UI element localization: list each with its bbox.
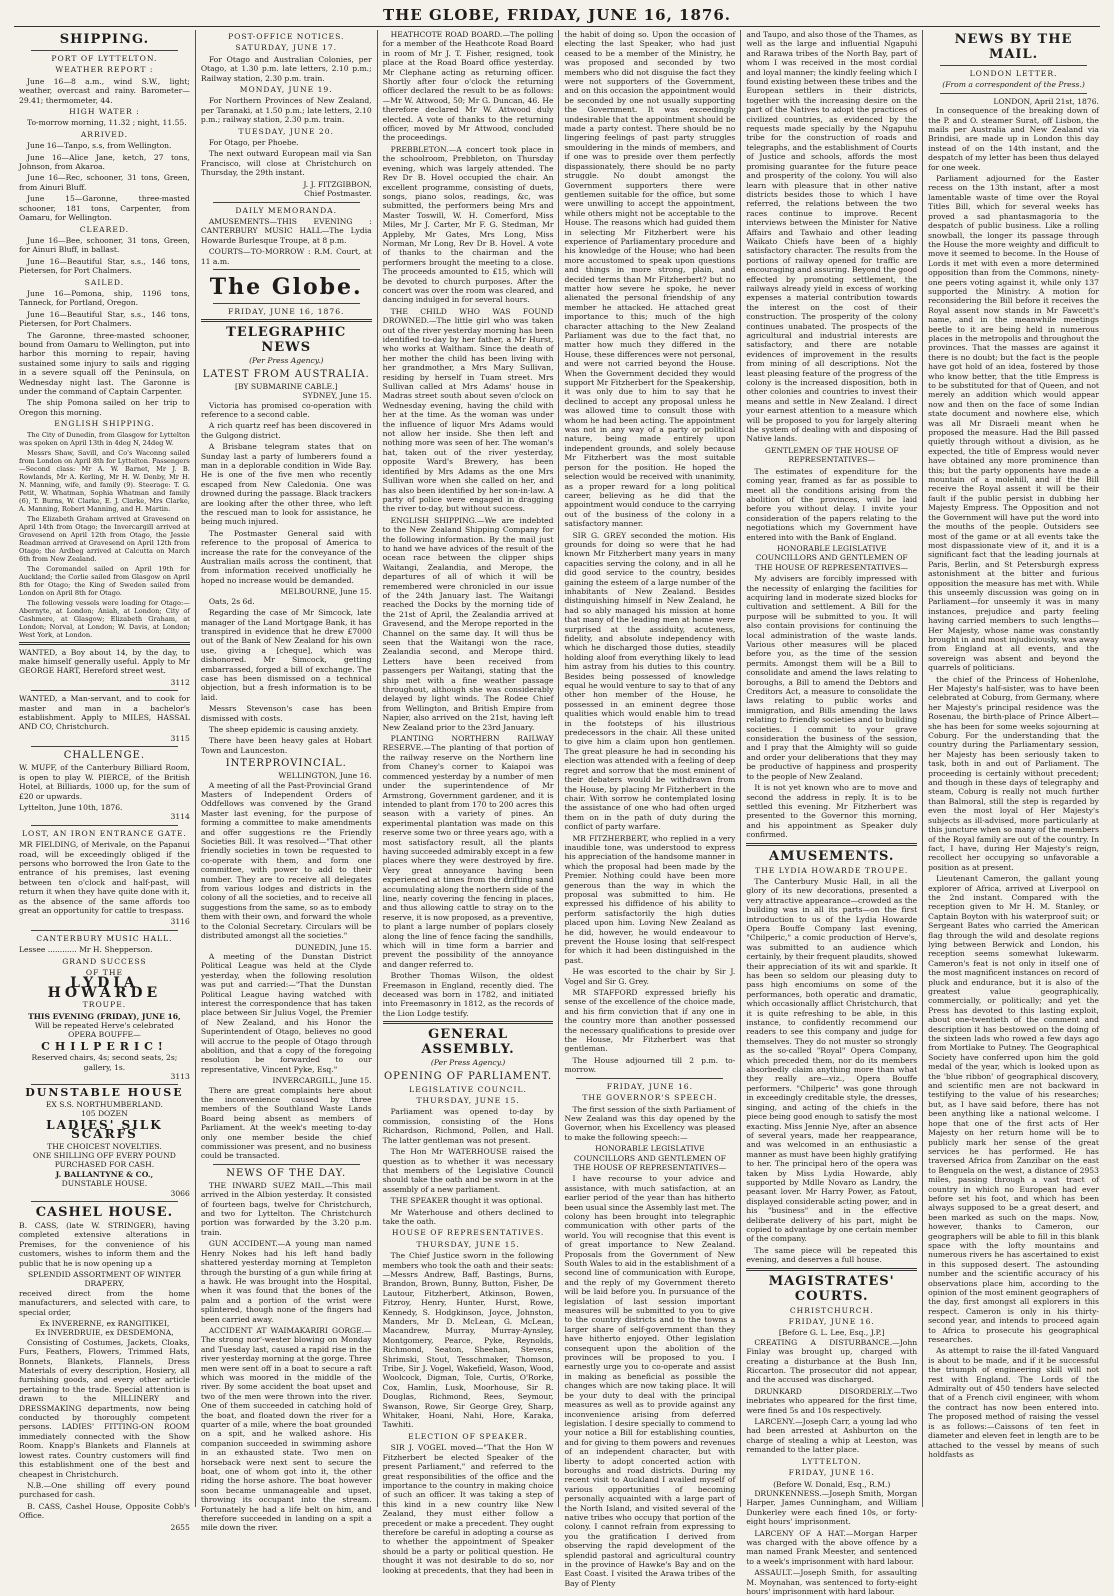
post-office-heading: POST-OFFICE NOTICES. <box>228 32 345 41</box>
lost-gate-text: MR FIELDING, of Merivale, on the Papanui road, will be exceedingly obliged if the persons who borrowed the Iron Gate to the entrance of his premises, last evening between ten o'clock and half-past, will return it when they have quite done with it, as the absence of the same affords too great an opportunity for cattle to trespass. <box>19 840 190 915</box>
will-be-repeated: Will be repeated Herve's celebrated <box>34 1021 174 1031</box>
english-shipping-heading: ENGLISH SHIPPING. <box>54 419 155 429</box>
news-item: PLANTING NORTHERN RAILWAY RESERVE.—The planting of that portion of the railway reserve on the Northern line from Chaney's corner to Kaiapoi was commenced yesterday by a number of men under the superintendence of Mr Armstrong, Government gardener, and it is intended to plant from 170 to 200 acres this season with a variety of pines. An experimental plantation was made on this reserve some two or three years ago, with a most satisfactory result, all the plants having succeeded admirably except in a few places where they were destroyed by fire. Very great annoyance having been experienced at times from the drifting sand accumulating along the northern side of the line, nearly covering the fencing in places, and thus allowing cattle to stray on to the reserve, it is now proposed, as a preventive, to plant a large number of poplars closely along the line of fence facing the sandhills, which will in time form a barrier and prevent the possibility of the annoyance and danger referred to. <box>382 734 554 969</box>
dateline: WELLINGTON, June 16. <box>278 771 372 781</box>
court-date: FRIDAY, JUNE 16. <box>788 1317 875 1326</box>
court-case: DRUNKARD DISORDERLY.—Two inebriates who appeared for the first time, were fined 5s and 10s respectively. <box>746 1386 918 1415</box>
proceedings-item: MR FITZHERBERT, who replied in a very inaudible tone, was understood to express his appreciation of the handsome manner in which the proposal had been made by the Premier. Nothing could have been more generous than the way in which the proposal was submitted to him. He expressed his diffidence of his ability to perform satisfactorily the high duties placed upon him. Loving New Zealand as he did, however, he would endeavour to prevent the House losing that self-respect for which it had been distinguished in the past. <box>564 833 736 965</box>
lost-gate-heading: LOST, AN IRON ENTRANCE GATE. <box>22 828 187 838</box>
english-shipping-item: The Coromandel sailed on April 19th for Auckland; the Corlie sailed from Glasgow on April 8th for Otago; the King of Sweden sailed from London on April 8th for Otago. <box>19 564 190 597</box>
challenge-text: W. MUFF, of the Canterbury Billiard Room, is open to play W. PIERCE, of the British Hotel, at Billiards, 1000 up, for the sum of £20 or upwards. <box>19 763 190 801</box>
court-date: FRIDAY, JUNE 16. <box>788 1468 875 1478</box>
news-item: GUN ACCIDENT.—A young man named Henry Nokes had his left hand badly shattered yesterday morning at Templeton through the bursting of a gun while firing at a hawk. He was brought into the Hospital, when it was found that the bones of the palm and a portion of the wrist were splintered, though none of the fingers had been carried away. <box>200 1239 372 1324</box>
dunstable-signature: DUNSTABLE HOUSE. <box>61 1179 148 1189</box>
speech-paragraph: The estimates of expenditure for the coming year, framed as far as possible to meet all the conditions arising from the abolition of the provinces, will be laid before you without delay. I invite your consideration of the papers relating to the negotiations which my Government have entered into with the Bank of England. <box>746 466 918 542</box>
news-item: THE INWARD SUEZ MAIL.—This mail arrived in the Albion yesterday. It consisted of fourteen bags, twelve for Christchurch, and two for Lyttelton. The Christchurch portion was forwarded by the 3.20 p.m. train. <box>200 1180 372 1237</box>
ad-number: 3112 <box>170 677 190 687</box>
dateline: LONDON, April 21st, 1876. <box>993 96 1099 106</box>
masthead-text: THE GLOBE, FRIDAY, JUNE 16, 1876. <box>382 6 732 24</box>
news-item: THE CHILD WHO WAS FOUND DROWNED.—The little girl who was taken out of the river yesterday morning has been identified to-day by her father, a Mr Hurst, who works at Waltham. Since the death of her mother the child has been living with her grandmother, a Mrs Mary Sullivan, residing by herself in Tuam street. Mrs Sullivan called at Mrs Adams' house in Madras street south about seven o'clock on Wednesday evening, having the child with her at the time. As the woman was under the influence of liquor Mrs Adams would not allow her inside. She then left and nothing more was seen of her. The woman's hat, taken out of the river yesterday, opposite Ward's Brewery, has been identified by Mrs Adams as the one Mrs Sullivan wore when she called on her, and has also been identified by her son-in-law. A party of police were engaged in dragging the river to-day, but without success. <box>382 306 554 514</box>
column-container <box>14 30 1104 1596</box>
lydia-howarde-banner: LYDIA HOWARDE <box>47 975 162 1001</box>
correspondent-note: (From a correspondent of the Press.) <box>942 80 1085 90</box>
wanted-manservant-ad: WANTED, a Man-servant, and to cook for master and man in a bachelor's establishment. Apply to MILES, HASSAL AND CO, Christchurch. <box>19 694 190 732</box>
dateline: SYDNEY, June 15. <box>302 391 372 401</box>
speech-address: HONORABLE LEGISLATIVE COUNCILLORS AND GENTLEMEN OF THE HOUSE OF REPRESENTATIVES— <box>573 1144 727 1172</box>
ex-ships-line: Ex INVERDRUIE, ex DESDEMONA, <box>35 1328 174 1338</box>
divider <box>201 319 372 322</box>
dateline: MELBOURNE, June 15. <box>280 587 372 597</box>
music-hall-lessee: Lessee ............ Mr H. Shepperson. <box>19 945 153 955</box>
divider <box>213 303 360 304</box>
speech-paragraph: My advisers are forcibly impressed with the necessity of enlarging the facilities for acquiring land in moderate sized blocks for cultivation and settlement. A Bill for the purpose will be submitted to you. It will also contain provisions for continuing the local administration of the waste lands. Various other measures will be placed before you, as the time of the session permits. Amongst them will be a Bill to consolidate and amend the laws relating to boroughs, a Bill to amend the Debtors and Creditors Act, a measure to consolidate the laws relating to public works and immigration, and Bills amending the laws relating to friendly societies and to building societies. I commit to your grave consideration the business of the session, and I pray that the Almighty will so guide and order your deliberations that they may be productive of happiness and prosperity to the people of New Zealand. <box>746 574 918 781</box>
cable-label: [BY SUBMARINE CABLE.] <box>235 381 338 391</box>
divider <box>31 746 178 747</box>
dunstable-house-heading: DUNSTABLE HOUSE <box>25 1086 184 1100</box>
general-assembly-heading: GENERAL ASSEMBLY. <box>421 1027 515 1058</box>
sailed-heading: SAILED. <box>84 277 125 287</box>
press-agency: (Per Press Agency.) <box>430 1058 506 1068</box>
high-water-text: To-morrow morning, 11.32 ; night, 11.55. <box>27 118 187 128</box>
divider <box>940 65 1087 66</box>
weather-heading: WEATHER REPORT : <box>55 65 154 75</box>
divider <box>31 1201 178 1202</box>
court-case: LARCENY.—Joseph Carr, a young lad who had been arrested at Ashburton on the charge of stealing a whip at Leeston, was remanded to the latter place. <box>746 1417 918 1455</box>
legislative-council-heading: LEGISLATIVE COUNCIL. <box>409 1084 527 1094</box>
divider <box>213 269 360 270</box>
of-the: OF THE <box>85 968 123 977</box>
arrived-entry: June 16—Rec, schooner, 31 tons, Green, from Ainuri Bluff. <box>19 173 190 192</box>
english-shipping-item: The City of Dunedin, from Glasgow for Lyttelton was spoken on April 13th in 4deg N, 24deg W. <box>19 430 190 447</box>
post-day: TUESDAY, JUNE 20. <box>238 126 334 136</box>
music-hall-heading: CANTERBURY MUSIC HALL. <box>36 933 173 943</box>
challenge-signature: Lyttelton, June 10th, 1876. <box>19 802 123 812</box>
cashel-received: received direct from the home manufacturers, and selected with care, to special order, <box>19 1288 190 1317</box>
ad-number: 3114 <box>170 812 190 822</box>
news-item: There have been heavy gales at Hobart Town and Launceston. <box>200 736 372 755</box>
session-date: THURSDAY, JUNE 15. <box>416 1239 520 1249</box>
issue-date: FRIDAY, JUNE 16, 1876. <box>228 306 345 316</box>
choicest-novelties: THE CHOICEST NOVELTIES. <box>47 1141 162 1151</box>
interprovincial-heading: INTERPROVINCIAL. <box>225 758 347 770</box>
news-item: Oats, 2s 6d. <box>208 596 255 606</box>
weather-text: June 16—8 a.m., wind S.W., light; weather, overcast and rainy. Barometer—29.41; thermometer, 44. <box>19 76 190 105</box>
shipping-title: SHIPPING. <box>59 32 150 47</box>
high-water-heading: HIGH WATER : <box>69 107 140 117</box>
election-speaker-heading: ELECTION OF SPEAKER. <box>408 1431 529 1441</box>
this-evening: THIS EVENING (FRIDAY), JUNE 16, <box>28 1011 181 1021</box>
memoranda-heading: DAILY MEMORANDA. <box>235 205 338 215</box>
proceedings-item: The House adjourned till 2 p.m. to-morrow. <box>564 1055 736 1075</box>
post-day: SATURDAY, JUNE 17. <box>235 43 338 53</box>
post-day: MONDAY, JUNE 19. <box>239 85 333 95</box>
proceedings-item: He was escorted to the chair by Sir J. Vogel and Sir G. Grey. <box>564 967 736 986</box>
governors-speech-heading: THE GOVERNOR'S SPEECH. <box>582 1093 718 1103</box>
news-item: The sheep epidemic is causing anxiety. <box>208 724 359 734</box>
post-notice: For Northern Provinces of New Zealand, per Taranaki, at 1.50 p.m.; late letters, 2.10 p.m.; railway station, 2.30 p.m. train. <box>200 96 372 125</box>
news-item: A Brisbane telegram states that on Sunday last a party of lumberers found a man in a deplorable condition in Wide Bay. He is one of the five men who recently escaped from New Caledonia. One was drowned during the passage. Black trackers are looking after the other three, who left the rescued man to look for assistance, he being much injured. <box>200 442 372 527</box>
column-6 <box>923 30 1104 1507</box>
english-shipping-item: Messrs Shaw, Savill, and Co's Waconng sailed from London on April 8th for Lyttelton. Passengers—Second class: Mr A. W. Barnet, Mr J. B. Rowlands, Mr A. Kerling, Mr H. W. Denby, Mr H. N. Manning, wife, and family (9). Steerage: T. G. Petit, W. Whatman, Sophia Whatman and family (6), T. Burns, W. Clarke, E. J. Clarke, Mrs Clarke, A. Manning, Robert Manning, and H. Martin. <box>19 448 190 513</box>
newspaper-title: The Globe. <box>209 273 363 300</box>
speech-paragraph: I have recourse to your advice and assistance, with much satisfaction, at an earlier period of the year than has hitherto been usual since the Assembly last met. The colony has been brought into telegraphic communication with other parts of the world. You will recognise that this event is of great importance to New Zealand. Proposals from the Government of New South Wales to aid in the establishment of a second line of communication with Europe, and the reply of my Government thereto will be laid before you. In pursuance of the legislation of last session important measures will be submitted to you to give to the country districts and to the towns a larger share of self-government than they have hitherto enjoyed. Other legislation consequent upon the abolition of the provinces will be proposed to you. I earnestly urge you to co-operate and assist in making as beneficial as possible the changes which are now taking place. It will be your duty to deal with the principal measures as well as to provide against any inconvenience arising from deferred legislation. I desire specially to commend to your notice a Bill for establishing counties, and for giving to them powers and revenues of an independent character, but with liberty to adopt concerted action with boroughs and road districts. During my recent visit to Auckland I availed myself of various opportunities of becoming personally acquainted with a large part of the North Island, and visited several of the native tribes who occupy that portion of the colony. I cannot refrain from expressing to you the gratification I derived from observing the rapid development of the splendid pastoral and agricultural country in the province of Hawke's Bay and on the East Coast. I visited the Arawa tribes of the Bay of Plenty <box>564 1174 736 1588</box>
court-bench: (Before W. Donald, Esq., R.M.) <box>773 1479 891 1489</box>
magistrates-courts-heading: MAGISTRATES' COURTS. <box>768 1273 895 1304</box>
reserved-prices: Reserved chairs, 4s; second seats, 2s; gallery, 1s. <box>31 1053 178 1072</box>
dateline: DUNEDIN, June 15. <box>295 942 372 952</box>
column-5 <box>741 30 923 1596</box>
cashel-signature: B. CASS, Cashel House, Opposite Cobb's Office. <box>19 1501 190 1521</box>
review-paragraph: The same piece will be repeated this evening, and deserves a full house. <box>746 1245 918 1265</box>
court-case: LARCENY OF A HAT.—Morgan Harper was charged with the above offence by a man named Frank Meester, and sentenced to a week's imprisonment with hard labour. <box>746 1528 918 1566</box>
divider <box>31 930 178 931</box>
cashel-details: Consisting of Costumes, Jackets, Cloaks, Furs, Feathers, Flowers, Trimmed Hats, Bonnets, Blankets, Flannels, Dress Materials of every description, Hosiery, all furnishing goods, and every other article pertaining to the trade. Special attention is drawn to the MILLINERY and DRESSMAKING departments, now being conducted by thoroughly competent persons. LADIES' FITTING-ON ROOM immediately connected with the Show Room. Knapp's Blankets and Flannels at lowest rates. Country customers will find this establishment one of the best and cheapest in Christchurch. <box>19 1337 190 1479</box>
ex-ships-line: Ex INVERERNE, ex RANGITIKEI, <box>39 1319 170 1328</box>
proceedings-item: SIR G. GREY seconded the motion. His grounds for doing so were that he had known Mr Fitzherbert many years in many capacities serving the colony, and in all he did good service to the country, besides gaining the esteem of a large number of the inhabitants of New Zealand. Besides distinguishing himself in New Zealand, he had so ably managed his mission at home that many of the leading men at home were surprised at the assiduity, acuteness, fidelity, and absolute independency with which he discharged those duties, steadily holding aloof from everything likely to lead him astray from his duties to this country. Besides being possessed of knowledge equal he would venture to say to that of any other hon member of the House, he possessed in an eminent degree those qualities which would enable him to tread in the footsteps of his illustrious predecessors in the chair. All these united to give him a claim upon hon gentlemen. The great pleasure he had in seconding his election was attended with a feeling of deep regret and sorrow that the most eminent of their debaters would be withdrawn from the House, by placing Mr Fitzherbert in the chair. With sorrow he contemplated losing the assistance of one who had often urged them on in the path of duty during the conflict of party warfare. <box>564 530 736 832</box>
proceedings-item: MR STAFFORD expressed briefly his sense of the excellence of the choice made, and his firm conviction that if any one in the country more than another possessed the necessary qualifications to preside over the House, Mr Fitzherbert was that gentleman. <box>564 988 736 1054</box>
letter-paragraph: the chief of the Princess of Hohenlohe, Her Majesty's half-sister, was to have been celebrated at Coburg, from Germany, where her Majesty's principal residence was the Rosenau, the birth-place of Prince Albert—she has been for some weeks sojourning at Coburg. For the understanding that the country during the Parliamentary session, her Majesty has been seriously taken to task, both in and out of Parliament. The proceeding is certainly without precedent; and though in these days of telegraphy and steam, Coburg is really not much further than Balmoral, still the step is regarded by even the most loyal of Her Majesty's subjects as ill-advised, more particularly at this juncture when so many of the members of the Royal family are out of the country. In fact, I have, during Her Majesty's reign, recollect her occupying so unfavorable a position as at present. <box>928 674 1099 872</box>
speech-paragraph: and Taupo, and also those of the Thames, as well as the large and influential Ngapuhi and Rarawa tribes of the North Bay, part of whom I was received in the most cordial and loyal manner; the kindly feeling which I found existing between these tribes and the European settlers in their districts, together with the increasing desire on the part of the Natives to adopt the practices of civilized countries, as evidenced by the requests made specially by the Ngapuhu tribe for the construction of roads and telegraphs, and the establishment of Courts of Justice and schools, affords the most promising guarantee for the future peace and prosperity of the colony. You will also learn with pleasure that in other native districts besides those to which I have referred, the relations between the two races continue to improve. Recent interviews between the Minister for Native Affairs and Tawhaio and other leading Waikato Chiefs have been of a highly satisfactory character. The results from the portions of railway opened for traffic are encouraging and assuring. Beyond the good effected by promoting settlement, the railways already yield in excess of working expenses a material contribution towards the interest on the cost of their construction. The prosperity of the colony continues unabated. The prospects of the agricultural and industrial interests are satisfactory, and there are notable evidences of improvement in the results from mining of all descriptions. Not the least pleasing feature of the progress of the colony is the increased disposition, both in other colonies and countries to invest their means and settle in New Zealand. I direct your earnest attention to a measure which will be proposed to you for largely altering the system of dealing with and disposing of Native lands. <box>746 30 918 444</box>
proceedings-item: THE SPEAKER thought it was optional. <box>390 1196 543 1206</box>
column-3 <box>378 30 560 1575</box>
cashel-house-heading: CASHEL HOUSE. <box>35 1204 174 1220</box>
ad-number: 3115 <box>170 733 190 743</box>
column-2 <box>196 30 378 1533</box>
page-masthead <box>14 6 1100 27</box>
divider <box>31 50 178 51</box>
news-item: There are great complaints here about the inconvenience caused by three members of the Southland Waste Lands Board being absent as members of Parliament. At the week's meeting to-day only one member beside the chief commissioner was present, and no business could be transacted. <box>200 1085 372 1161</box>
news-item: A meeting of the Dunstan District Political League was held at the Clyde yesterday, when the following resolution was put and carried:—"That the Dunstan Political League having watched with interest the correspondence that has taken place between Sir Julius Vogel, the Premier of New Zealand, and his Honor the Superintendent of Otago, believes no good will accrue to the people of Otago through abolition, and that a copy of the foregoing resolution be forwarded to our representative, Vincent Pyke, Esq." <box>200 951 372 1074</box>
news-item: Messrs Stevenson's case has been dismissed with costs. <box>200 704 372 723</box>
amusements-heading: AMUSEMENTS. <box>769 848 895 864</box>
english-shipping-item: The following vessels were loading for Otago:—Abernyte, at London; Aniah, at London; City of Cashmere, at Glasgow; Elizabeth Graham, at London; Norval, at London; W. Davis, at London; West York, at London. <box>19 598 190 639</box>
court-bench: [Before G. L. Lee, Esq., J.P.] <box>778 1328 885 1338</box>
memo-amusements: AMUSEMENTS—THIS EVENING : CANTERBURY MUSIC HALL—The Lydia Howarde Burlesque Troupe, at 8 p.m. <box>200 216 372 245</box>
splendid-assortment: SPLENDID ASSORTMENT OF WINTER DRAPERY, <box>27 1269 181 1289</box>
court-case: CREATING A DISTURBANCE.—John Finlay was brought up, charged with creating a disturbance at the Bush Inn, Riccarton. The prosecutor did not appear, and the accused was discharged. <box>746 1337 918 1385</box>
dozen-count: 105 DOZEN <box>81 1109 128 1119</box>
news-item: Brother Thomas Wilson, the oldest Freemason in England, recently died. The deceased was born in 1782, and initiated into Freemasonry in 1812, as the records of the Lion Lodge testify. <box>382 971 554 1018</box>
arrived-heading: ARRIVED. <box>80 129 128 139</box>
pomona-paragraph: The ship Pomona sailed on her trip to Oregon this morning. <box>19 398 190 417</box>
press-agency: (Per Press Agency.) <box>249 356 324 366</box>
ad-number: 2655 <box>170 1522 190 1532</box>
lydia-troupe-heading: THE LYDIA HOWARDE TROUPE. <box>755 865 909 875</box>
ad-number: 3066 <box>170 1188 190 1198</box>
news-item: Victoria has promised co-operation with reference to a second cable. <box>200 400 372 419</box>
court-location: CHRISTCHURCH. <box>789 1305 874 1315</box>
telegraphic-news-heading: TELEGRAPHIC NEWS <box>226 325 347 356</box>
silk-scarfs: LADIES' SILK SCARFS <box>46 1117 163 1142</box>
divider <box>746 843 917 846</box>
london-letter-heading: LONDON LETTER. <box>969 69 1058 78</box>
ad-number: 3113 <box>170 1072 190 1082</box>
news-by-mail-heading: NEWS BY THE MAIL. <box>954 32 1073 62</box>
wanted-boy-ad: WANTED, a Boy about 14, by the day, to make himself generally useful. Apply to Mr GEORGE HART, Hereford street west. <box>19 647 190 676</box>
court-case: DRUNKENNESS.—Joseph Smith, Morgan Harper, James Cunningham, and William Dunkerley were each fined 10s, or forty-eight hours' imprisonment. <box>746 1488 918 1527</box>
column-4 <box>559 30 741 1588</box>
proceedings-item: Parliament was opened to-day by commission, consisting of the Hons Richardson, Richmond, Pollen, and Hall. The latter gentleman was not present. <box>382 1107 554 1145</box>
proceedings-item: Mr Waterhouse and others declined to take the oath. <box>382 1207 554 1226</box>
cleared-heading: CLEARED. <box>79 224 130 234</box>
arrived-entry: June 15—Garonne, three-masted schooner, 181 tons, Carpenter, from Oamaru, for Wellington. <box>19 194 190 223</box>
news-item: HEATHCOTE ROAD BOARD.—The polling for a member of the Heathcote Road Board in room of Mr J. T. Fisher, resigned, took place at the Road Board office yesterday. Mr Clephane acting as returning officer. Shortly after four o'clock the returning officer declared the result to be as follows:—Mr W. Attwood, 50; Mr G. Duncan, 46. He therefore declared Mr W. Attwood duly elected. A vote of thanks to the returning officer, moved by Mr Attwood, concluded the proceedings. <box>382 30 554 143</box>
divider <box>31 690 178 691</box>
shilling-off: ONE SHILLING OFF EVERY POUND PURCHASED FOR CASH. <box>32 1150 176 1170</box>
divider <box>213 1164 360 1165</box>
divider <box>940 93 1087 94</box>
cleared-entry: June 16—Beautiful Star, s.s., 146 tons, Pietersen, for Port Chalmers. <box>19 256 190 276</box>
latest-australia-heading: LATEST FROM AUSTRALIA. <box>202 368 370 380</box>
letter-paragraph: As attempt to raise the ill-fated Vanguard is about to be made, and if it be successful the triumph of engineering skill will not rest with England. The Lords of the Admiralty out of 450 tenders have selected that of a French civil engineer, with whom the contract has now been entered into. The proposed method of raising the vessel is as follows:—Caissons of ten feet in diameter and eleven feet in length are to be attached to the vessel by means of such holdfasts as <box>928 1346 1099 1459</box>
proceedings-item: the habit of doing so. Upon the occasion of electing the last Speaker, who had just ceased to be a member of the Ministry, he was proposed and seconded by two members who did not disguise the fact they were not supporters of the Government, and on this occasion the appointment would be seconded by one not usually supporting the Government. It was exceedingly undesirable that the appointment should be made a party contest. There should be no lingering feelings of past party struggles smouldering in the minds of members, and if one was to preside over them perfectly dispassionately, there should be no party struggle. No doubt amongst the Government supporters there were gentlemen suitable for the office, but some were unwilling to accept the appointment, while others might not be acceptable to the House. The reasons which had guided them in selecting Mr Fitzherbert were his experience of Parliamentary procedure and his knowledge of the House; who had been more accustomed to speak upon questions and things in more strong, plain, and decided terms than Mr Fitzherbert? but no matter how severe he spoke, he never alienated the personal friendship of any member he attacked. He attached great importance to this; much of the high character attaching to the New Zealand Parliament was due to the fact that, no matter how much they differed in the House, these differences were not personal, and were not carried beyond the House. When the Government decided they would support Mr Fitzherbert for the Speakership, it was only due to him to say that he declined to accept any proposal unless he was allowed time to consult those with whom he had been acting. The appointment was not in any way of a party or political nature, being made entirely upon independent grounds, and solely because Mr Fitzherbert was the most suitable person for the position. He hoped the selection would be received with unanimity, as a proper reward for a long political career, believing as he did that the appointment would conduce to the carrying out of the business of the colony in a satisfactory manner. <box>564 30 736 529</box>
divider <box>576 1078 723 1079</box>
letter-paragraph: In consequence of the breaking down of the P. and O. steamer Surat, off Lisbon, the mails per Australia and New Zealand via Brindisi, are made up in London this day instead of on the 14th instant, and the despatch of my letter has been thus delayed for one week. <box>928 106 1099 172</box>
opening-parliament-heading: OPENING OF PARLIAMENT. <box>383 1070 553 1082</box>
cashel-nb: N.B.—One shilling off every pound purchased for cash. <box>19 1480 190 1500</box>
memo-courts: COURTS—TO-MORROW : R.M. Court, at 11 a.m. <box>200 247 372 266</box>
news-item: A meeting of all the Past-Provincial Grand Masters of Independent Orders of Oddfellows was convened by the Grand Master last evening, for the purpose of forming a committee to make amendments and offer suggestions re the Friendly Societies Bill. It was resolved—"That other friendly societies in town be requested to co-operate with them, and form one committee, with power to add to their number. They are to receive all delegates from various lodges and districts in the colony of all the societies, and to receive all suggestions from the same, so as to embody them with their own, and forward the whole to the Colonial Secretary. Circulars will be distributed amongst all the societies." <box>200 780 372 941</box>
grand-success: GRAND SUCCESS <box>62 956 147 966</box>
cashel-intro: B. CASS, (late W. STRINGER), having completed extensive alterations in Premises, for the convenience of his customers, wishes to inform them and the public that he is now opening up a <box>19 1220 190 1268</box>
session-date: FRIDAY, JUNE 16. <box>606 1081 694 1091</box>
arrived-entry: June 16—Tanpo, s.s, from Wellington. <box>27 141 172 151</box>
speech-address: GENTLEMEN OF THE HOUSE OF REPRESENTATIVES— <box>764 445 899 465</box>
opera-bouffe: OPERA BOUFFE— <box>68 1030 141 1040</box>
divider <box>19 642 190 645</box>
sailed-entry: June 16—Beautiful Star, s.s., 146 tons, Pietersen, for Port Chalmers. <box>19 309 190 329</box>
letter-paragraph: Lieutenant Cameron, the gallant young explorer of Africa, arrived at Liverpool on the 2nd instant. Compared with the reception given to Mr H. M. Stanley, or Captain Boyton with his waterproof suit; or Sergeant Bates who carried the American flag through the wild and desolate regions lying between Berwick and London, his reception seems somewhat lukewarm. Cameron's feat is not only in itself one of the most magnificent instances on record of pluck and endurance, but it is also of the greatest value geographically, commercially, or politically; and yet the Press has devoted to this lasting exploit, about one-twentieth of the comment and description it has bestowed on the doing of the sixteen lads who rowed a few days ago from Mortlake to Putney. The Geographical Society have conferred upon him the gold medal of the year, which is looked upon as the 'blue ribbon' of geographical discovery, and scientific men are not backward in testifying to the value of his researches; but, as I have said before, there has not been anything like a national welcome. I hope that one of the first acts of Her Majesty on her return home will be to publicly mark her sense of the great services he has performed. He has traversed Africa from Zanzibar on the east to Benguela on the west, a distance of 2953 miles, passing through a vast tract of country in which no European had ever before set his foot, and which has been always supposed to be a great desert, and been marked as such on the maps. Now, however, thanks to Cameron, our geographers will be able to fill in this blank space with the lofty mountains and numerous rivers he has ascertained to exist in this supposed desert. The astounding number and the scientific accuracy of his observations place him, according to the opinion of the most eminent geographers of the day, first amongst all explorers in this respect. Cameron is only in his thirty-second year, and intends to proceed again to Africa to prosecute his geographical researches. <box>928 874 1099 1345</box>
news-of-the-day-heading: NEWS OF THE DAY. <box>226 1167 347 1179</box>
speech-paragraph: The first session of the sixth Parliament of New Zealand was this day opened by the Governor, when his Excellency was pleased to make the following speech:— <box>564 1104 736 1142</box>
port-title: PORT OF LYTTELTON. <box>51 54 158 63</box>
proceedings-item: The Chief Justice sworn in the following members who took the oath and their seats:—Messrs Andrew, Baff, Bastings, Burns, Brandon, Brown, Bunny, Button, Fisher, De Lautour, Fitzherbert, Atkinson, Bowen, Fitzroy, Henry, Hunter, Hurst, Rowe, Kennedy, S. Hodgkinson, Joyce, Johnston, Manders, Mr D. McLean, G. McLean, Macandrew, Murray, Murray-Aynsley, Montgomery, Pearce, Pyke, Reynolds, Richmond, Seaton, Sheehan, Stevens, Shrimski, Stout, Tesschmaker, Thomson, Tribe, Sir J. Vogel, Wakefield, Wason, Wood, Woolcock, Digman, Tole, Curtis, O'Rorke, Cox, Hamlin, Lusk, Moorhouse, Sir R. Douglas, Richmond, Rees, Seymour, Swanson, Rowe, Sir George Grey, Sharp, Whitaker, Hoani, Nahi, Hore, Karaka, Tawhiti. <box>382 1251 554 1430</box>
dateline: INVERCARGILL, June 15. <box>272 1076 372 1086</box>
ad-number: 3116 <box>170 917 190 927</box>
challenge-heading: CHALLENGE. <box>63 750 146 762</box>
troupe-label: TROUPE. <box>82 1000 127 1010</box>
news-item: The Postmaster General said with reference to the proposal of America to increase the rate for the conveyance of the Australian mails across the continent, that from information received unofficially he hoped no increase would be demanded. <box>200 528 372 585</box>
proceedings-item: SIR J. VOGEL moved—"That the Hon W Fitzherbert be elected Speaker of the present Parliament," and referred to the great responsibilities of the office and the importance to the country in making choice of such an officer. It was taking a step of this kind in a new country like New Zealand, they must either follow a precedent or make a precedent. They ought therefore be careful in adopting a course as to whether the appointment of Speaker should be a party or political question. He thought it was not desirable to do so, nor looking at precedents, that they had been in <box>382 1443 554 1575</box>
letter-paragraph: Parliament adjourned for the Easter recess on the 13th instant, after a most lamentable waste of time over the Royal Titles Bill, which for several weeks has proved a sad phantasmagoria to the despatch of public business. Like a rolling snowball, the longer its passage through the House the more weighty and difficult to move it seemed to become. In the House of Lords it met with even a more determined opposition than from the Commons, ninety-one peers voting against it, while only 137 supported the Ministry. A motion for reconsidering the Bill before it receives the Royal assent now stands in Mr Fawcett's name, and in the meanwhile meetings beetle to it are being held in numerous places in the metropolis and throughout the provinces. That the masses are against it there is no doubt; but the fact is the people have got hold of an idea, fostered by those who know better, that the title Empress is to be substituted for that of Queen, and not merely an addition which would appear now and then on the face of some Indian state document and nowhere else, which was all Mr Disraeli meant when he proposed the measure. Had the Bill passed quietly through without a division, as he expected, the title of Empress would never have obtained any more prominence than this; but the party opponents have made a mountain of a molehill, and if the Bill receive the Royal assent it will be their fault if the public persist in dubbing her Majesty Empress. The Opposition and not the Government will have put the word into the mouths of the people. Outsiders see most of the game or at all events take the most dispassionate view of it, and it is a significant fact that the leading journals at Paris, Berlin, and St Petersburgh express astonishment at the bitter and furious opposition the measure has met with. While this unseemly discussion was going on in Parliament—for unseemly it was in many instances, prejudice and party feeling having carried members to such lengths—Her Majesty, whose name was constantly brought in and most injudiciously, was away from England at all events, and the sovereign was absent and beyond the quarrels of politicians. <box>928 174 1099 673</box>
divider <box>31 825 178 826</box>
session-date: THURSDAY, JUNE 15. <box>416 1096 520 1106</box>
court-case: ASSAULT.—Joseph Smith, for assaulting M. Moynahan, was sentenced to forty-eight hours' imprisonment with hard labour. <box>746 1568 918 1596</box>
sailed-entry: June 16—Pomona, ship, 1196 tons, Tanneck, for Portland, Oregon. <box>19 288 190 308</box>
english-shipping-item: The Elizabeth Graham arrived at Gravesend on April 14th from Otago; the Invercargill arrived at Gravesend on April 12th from Otago, the Jessie Readman arrived at Gravesend on April 12th from Otago; the Ardbeg arrived at Calcutta on March 6th from New Zealand. <box>19 514 190 563</box>
garonne-paragraph: The Garonne, three-masted schooner, bound from Oamaru to Wellington, put into harbor this morning to repair, having sustained some injury to sails and rigging in a severe squall off the Peninsula, on Wednesday night last. The Garonne is under the command of Captain Carpenter. <box>19 330 190 396</box>
ex-ss-northumberland: EX S.S. NORTHUMBERLAND. <box>45 1099 163 1109</box>
divider <box>213 202 360 203</box>
divider <box>746 1268 917 1271</box>
news-item: ENGLISH SHIPPING.—We are indebted to the New Zealand Shipping Company for the following information. By the mail just to hand we have advices of the result of the ocean race between the clipper ships Waitangi, Zealandia, and Merope, the departures of all of which it will be remembered were chronicled in our issue of the 24th January last. The Waitangi reached the Docks by the morning tide of the 21st of April, the Zealandia arrived at Gravesend, and the Merope reported in the Channel on the same day. It will thus be seen that the Waitangi won the race, Zealandia second, and Merope third. Letters have been received from passengers per Waitangi, stating that the ship met with a fine weather passage throughout, although she was considerably delayed by light winds. The Rodee Chief from Wellington, and British Empire from Napier, also arrived on the 21st, having left New Zealand prior to the 23rd January. <box>382 515 554 732</box>
speech-address: HONORABLE LEGISLATIVE COUNCILLORS AND GENTLEMEN OF THE HOUSE OF REPRESENTATIVES— <box>755 543 909 572</box>
arrived-entry: June 16—Alice Jane, ketch, 27 tons, Johnson, from Akaroa. <box>19 152 190 172</box>
postmaster-title: Chief Postmaster. <box>304 189 372 199</box>
news-item: Regarding the case of Mr Simcock, late manager of the Land Mortgage Bank, it has transpired in evidence that he drew £7000 out of the Bank of New Zealand for his own use, giving a [cheque], which was dishonored. Mr Simcock, getting embarrassed, forged a bill of exchange. The case has been dismissed on a technical objection, but a fresh information is to be laid. <box>200 608 372 702</box>
news-item: A rich quartz reef has been discovered in the Gulgong district. <box>200 421 372 440</box>
news-item: PREBBLETON.—A concert took place in the schoolroom, Prebbleton, on Thursday evening, which was largely attended. The Rev Dr B. Hovel occupied the chair. An excellent programme, consisting of duets, songs, piano solos, readings, &c, was submitted, the performers being Mrs and Master Toswill, W. H. Comerford, Miss Miles, Mr J. Carter, Mr F. G. Stedman, Mr Appleby, Mr Gates, Mrs Long, Miss Norman, Mr Long, Rev Dr B. Hovel. A vote of thanks to the chairman and the performers brought the meeting to a close. The proceeds amounted to £15, which will be devoted to church purposes. After the concert was over the room was cleared, and dancing indulged in for several hours. <box>382 144 554 305</box>
news-item: It is not yet known who are to move and second the address in reply. It is to be settled this evening. Mr Fitzherbert was presented to the Governor this morning, and his appointment as Speaker duly confirmed. <box>746 783 918 840</box>
cleared-entry: June 16—Bee, schooner, 31 tons, Green, for Ainuri Bluff, in ballast. <box>19 235 190 255</box>
post-notice: For Otago, per Phoebe. <box>208 138 299 148</box>
house-of-reps-heading: HOUSE OF REPRESENTATIVES. <box>391 1228 545 1238</box>
court-location: LYTTELTON. <box>801 1456 862 1466</box>
news-item: ACCIDENT AT WAIMAKARIRI GORGE.—The strong nor'-wester blowing on Monday and Tuesday last, caused a rapid rise in the river yesterday morning at the gorge. Three men were sent off in a boat to secure a raft which was moored in the middle of the river. By some accident the boat upset and two of the men were thrown into the river. One of them succeeded in catching hold of the boat, and floated down the river for a quarter of a mile, where the boat grounded on a spit, and he walked ashore. His companion succeeded in swimming ashore in an exhausted state. Two men on horseback were next sent to secure the boat, one of whom got into it, the other riding the horse ashore. The boat however soon became unmanageable and upset, throwing its occupant into the stream. Fortunately he had a life belt on him, and therefore succeeded in landing on a spit a mile down the river. <box>200 1325 372 1533</box>
ballantyne-name: J. BALLANTYNE & CO., <box>55 1169 154 1179</box>
post-mail-notice: The next outward European mail via San Francisco, will close at Christchurch on Thursday, the 29th instant. <box>200 149 372 178</box>
divider <box>31 1084 178 1085</box>
chilperic-title: CHILPERIC! <box>41 1039 168 1053</box>
review-paragraph: The Canterbury Music Hall, in all the glory of its new decorations, presented a very attractive appearance—crowded as the building was in all its parts—on the first introduction to us of the Lydia Howarde Opera Bouffe Company last evening, "Chilperic," a comic production of Herve's, was submitted to an audience which certainly, by their frequent plaudits, showed their appreciation of its wit and sparkle. It has been so seldom our pleasing duty to pass high encomiums on some of the performances, both operatic and dramatic, which occasionally afflict Christchurch, that it is quite refreshing to be able, in this instance, to confidently recommend our readers to see this company and judge for themselves. They do not muster so strongly as the so-called "Royal" Opera Company, which preceded them, nor do its members absorbedly claim anything more than what they really are—viz., Opera Bouffe performers. "Chilperic" was gone through in exceedingly creditable style, the dresses, singing, and acting of the chiefs in the piece being good enough to satisfy the most exacting. Miss Jennie Nye, after an absence of several years, made her reappearance, and was welcomed in an enthusiastic a manner as must have been highly gratifying to her. The principal hero of the opera was taken by Miss Lydia Howarde, ably supported by Mdlle Novaro as Landry, the peasant lover. Mr Harry Power, as Fatout, displayed considerable acting power, and in his "business" and in the effective deliberate delivery of his part, might be copied to advantage by one certain member of the company. <box>746 876 918 1244</box>
postmaster-name: J. J. FITZGIBBON, <box>303 179 372 189</box>
divider <box>383 1021 554 1024</box>
post-notice: For Otago and Australian Colonies, per Otago, at 1.30 p.m. late letters, 2.10 p.m.; Railway station, 2.30 p.m. train. <box>200 54 372 83</box>
column-1 <box>14 30 196 1532</box>
proceedings-item: The Hon Mr WATERHOUSE raised the question as to whether it was necessary that members of the Legislative Council should take the oath and be sworn in at the assembly of a new parliament. <box>382 1147 554 1194</box>
